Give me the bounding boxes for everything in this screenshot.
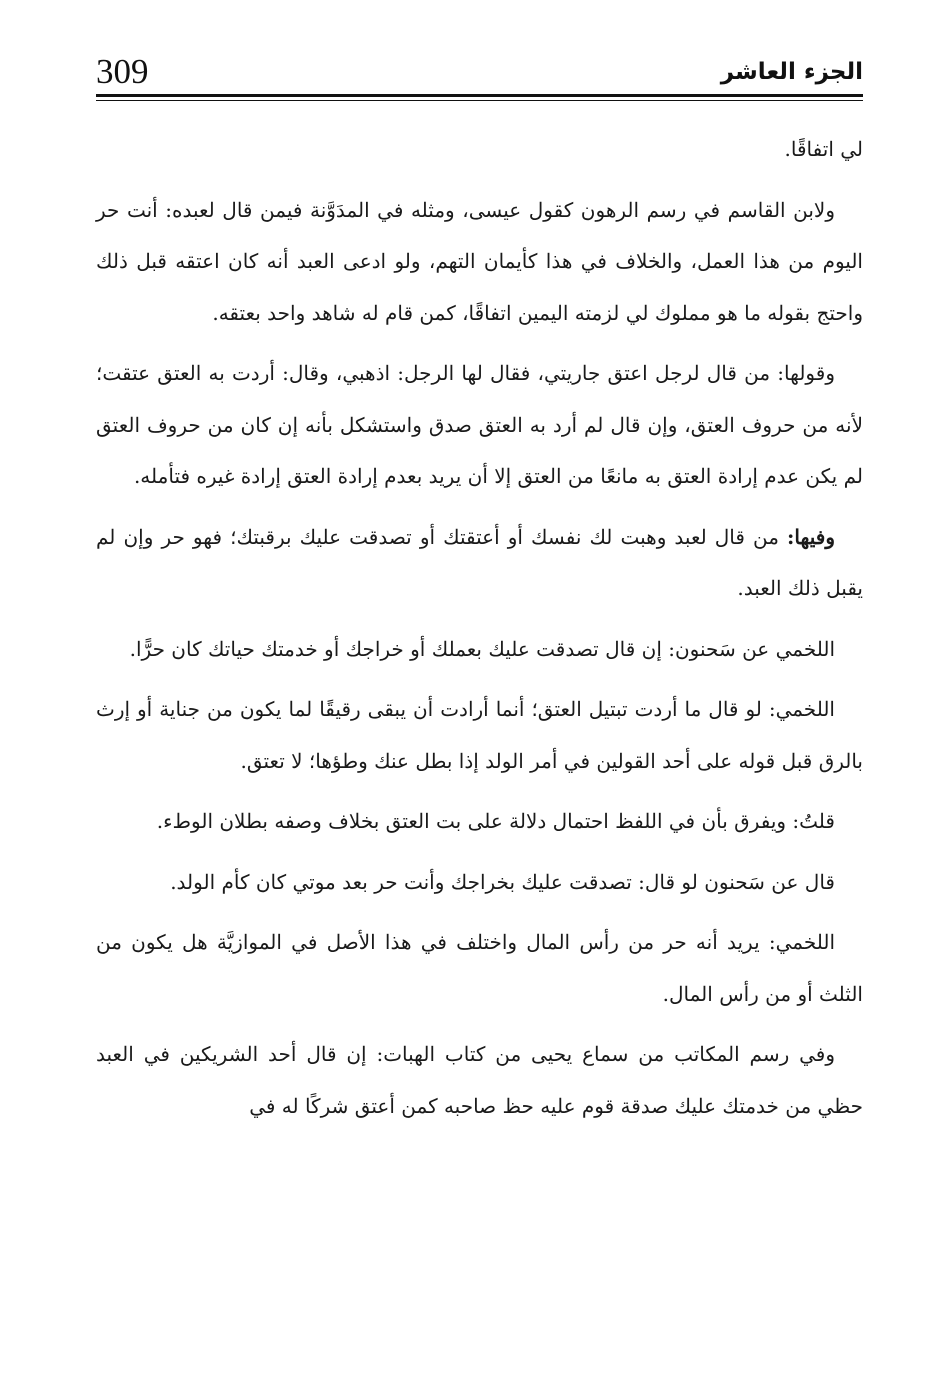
header-rule-thin bbox=[96, 100, 863, 101]
paragraph-text: من قال لعبد وهبت لك نفسك أو أعتقتك أو تصدقت عليك برقبتك؛ فهو حر وإن لم يقبل ذلك العبد. bbox=[96, 524, 863, 600]
paragraph-text: وفي رسم المكاتب من سماع يحيى من كتاب الهبات: إن قال أحد الشريكين في العبد حظي من خدمتك عليك صدقة قوم عليه حظ صاحبه كمن أعتق شركًا له في bbox=[96, 1042, 863, 1118]
body-text bbox=[96, 124, 863, 1141]
paragraph-3 bbox=[96, 348, 863, 503]
paragraph-4 bbox=[96, 512, 863, 615]
paragraph-text: وقولها: من قال لرجل اعتق جاريتي، فقال لها الرجل: اذهبي، وقال: أردت به العتق عتقت؛ لأنه من حروف العتق، وإن قال لم أرد به العتق صدق واستشكل بأنه إن كان من حروف العتق لم يكن عدم إرادة العتق به مانعًا من العتق إلا أن يريد بعدم إرادة العتق إرادة غيره فتأمله. bbox=[96, 361, 863, 488]
paragraph-text: اللخمي عن سَحنون: إن قال تصدقت عليك بعملك أو خراجك أو خدمتك حياتك كان حرًّا. bbox=[129, 636, 835, 661]
paragraph-1 bbox=[96, 124, 863, 176]
paragraph-text: اللخمي: لو قال ما أردت تبتيل العتق؛ أنما أرادت أن يبقى رقيقًا لما يكون من جناية أو إرث بالرق قبل قوله على أحد القولين في أمر الولد إذا بطل عنك وطؤها؛ لا تعتق. bbox=[96, 697, 863, 773]
running-title: الجزء العاشر bbox=[720, 59, 863, 85]
paragraph-6 bbox=[96, 684, 863, 787]
paragraph-7 bbox=[96, 796, 863, 848]
paragraph-text: لي اتفاقًا. bbox=[784, 137, 863, 161]
paragraph-text: اللخمي: يريد أنه حر من رأس المال واختلف في هذا الأصل في الموازيَّة هل يكون من الثلث أو من رأس المال. bbox=[96, 930, 863, 1006]
page-number: 309 bbox=[96, 52, 149, 91]
paragraph-10 bbox=[96, 1029, 863, 1132]
paragraph-text: قلتُ: ويفرق بأن في اللفظ احتمال دلالة على بت العتق بخلاف وصفه بطلان الوطء. bbox=[156, 809, 835, 833]
header-rule-thick bbox=[96, 94, 863, 97]
paragraph-9 bbox=[96, 917, 863, 1020]
paragraph-text: ولابن القاسم في رسم الرهون كقول عيسى، ومثله في المدَوَّنة فيمن قال لعبده: أنت حر اليوم من هذا العمل، والخلاف في هذا كأيمان التهم، ولو ادعى العبد أنه كان اعتقه قبل ذلك واحتج بقوله ما هو مملوك لي لزمته اليمين اتفاقًا، كمن قام له شاهد واحد بعتقه. bbox=[96, 197, 863, 325]
paragraph-5 bbox=[96, 624, 863, 676]
paragraph-2 bbox=[96, 185, 863, 340]
paragraph-text: قال عن سَحنون لو قال: تصدقت عليك بخراجك وأنت حر بعد موتي كان كأم الولد. bbox=[170, 869, 835, 894]
paragraph-lead: وفيها: bbox=[787, 524, 835, 549]
paragraph-8 bbox=[96, 857, 863, 909]
